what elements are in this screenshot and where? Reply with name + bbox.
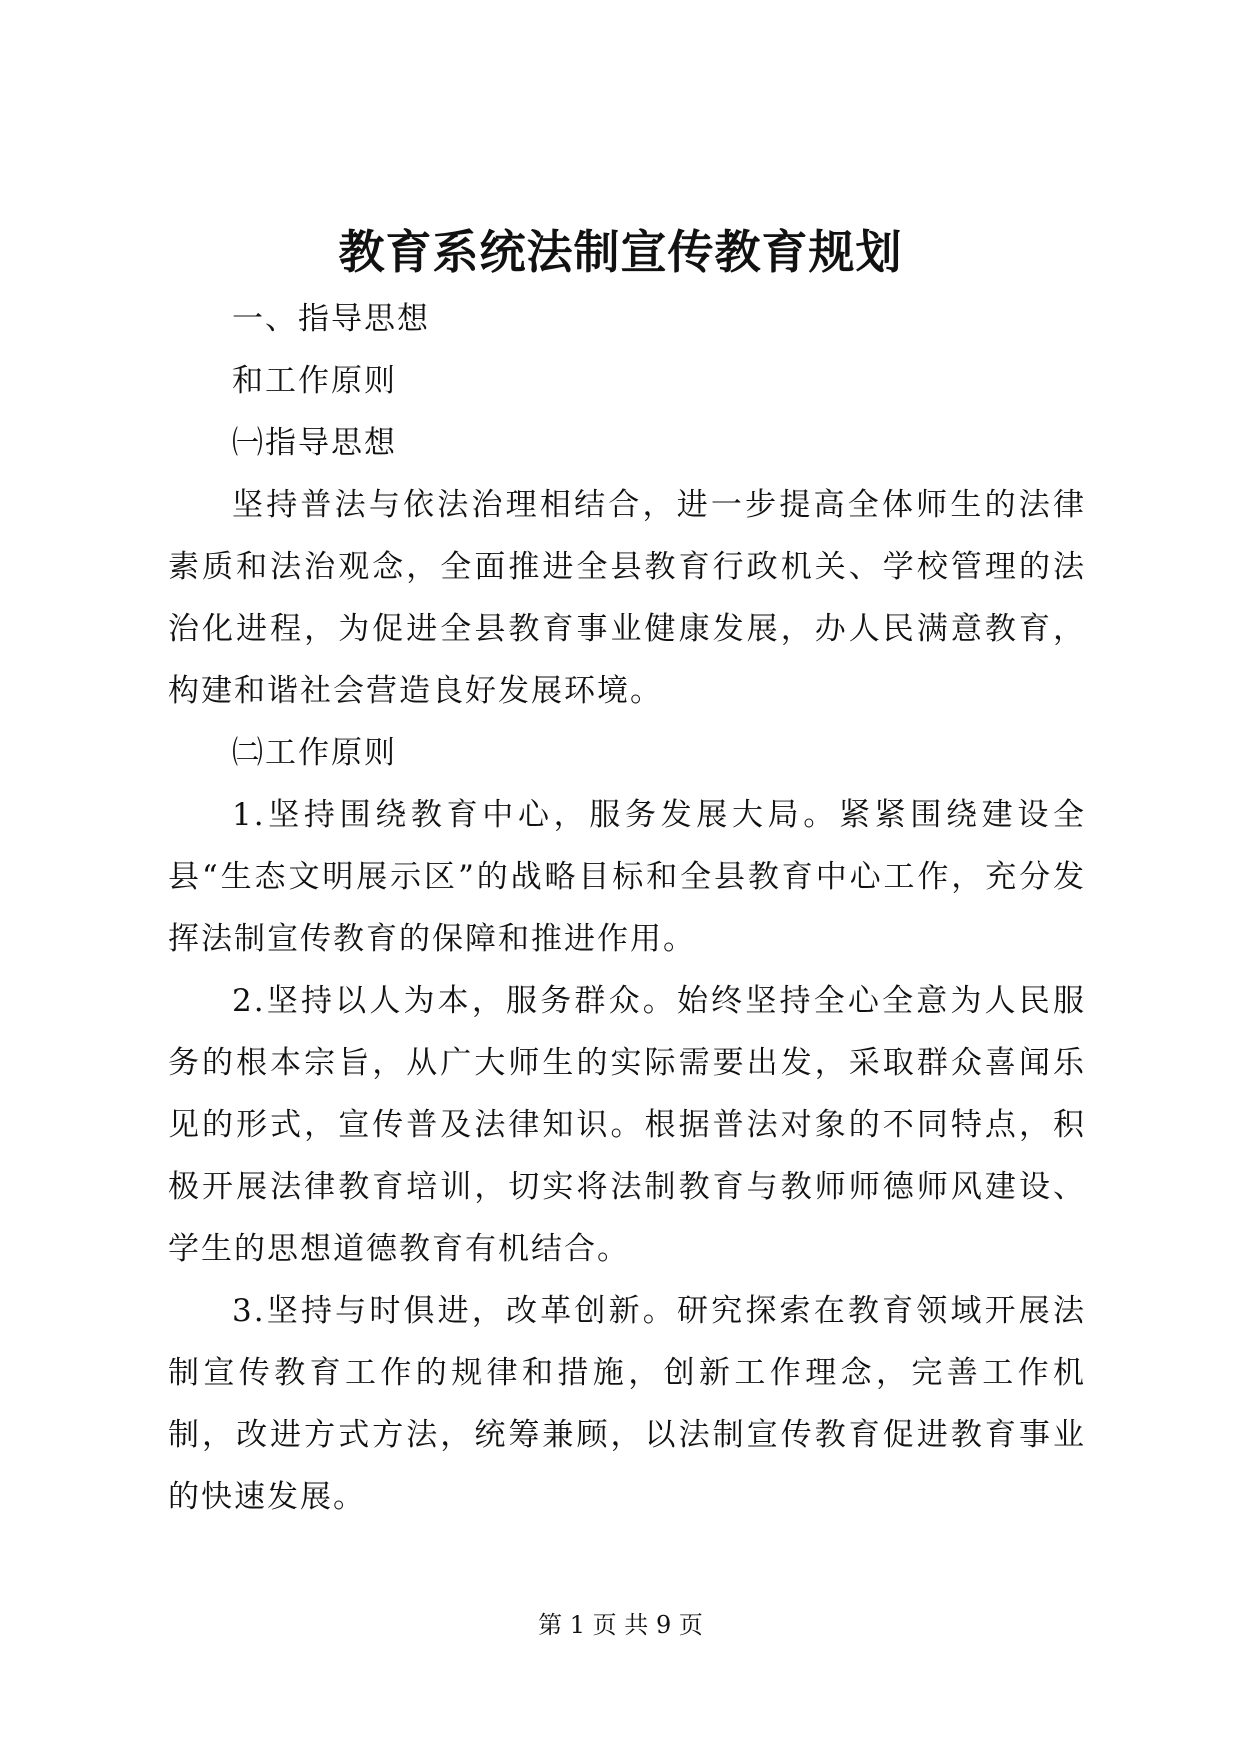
subheading-work-principles: ㈡工作原则	[232, 735, 397, 771]
paragraph-guiding-thought: 坚持普法与依法治理相结合，进一步提高全体师生的法律素质和法治观念，全面推进全县教育行政机关、学校管理的法治化进程，为促进全县教育事业健康发展，办人民满意教育，构建和谐社会营造良好发展环境。	[168, 487, 1086, 709]
heading-work-principles: 和工作原则	[232, 363, 397, 399]
paragraph-principle-1: 1.坚持围绕教育中心，服务发展大局。紧紧围绕建设全县“生态文明展示区”的战略目标和全县教育中心工作，充分发挥法制宣传教育的保障和推进作用。	[168, 797, 1086, 957]
paragraph-principle-3: 3.坚持与时俱进，改革创新。研究探索在教育领域开展法制宣传教育工作的规律和措施，创新工作理念，完善工作机制，改进方式方法，统筹兼顾，以法制宣传教育促进教育事业的快速发展。	[168, 1293, 1086, 1515]
paragraph-principle-2: 2.坚持以人为本，服务群众。始终坚持全心全意为人民服务的根本宗旨，从广大师生的实际需要出发，采取群众喜闻乐见的形式，宣传普及法律知识。根据普法对象的不同特点，积极开展法律教育培训，切实将法制教育与教师师德师风建设、学生的思想道德教育有机结合。	[168, 983, 1086, 1267]
document-body	[168, 288, 1086, 1528]
heading-guiding-thought: 一、指导思想	[232, 301, 430, 337]
document-title: 教育系统法制宣传教育规划	[338, 225, 903, 279]
page-footer: 第 1 页 共 9 页	[538, 1611, 703, 1639]
subheading-guiding-thought: ㈠指导思想	[232, 425, 397, 461]
